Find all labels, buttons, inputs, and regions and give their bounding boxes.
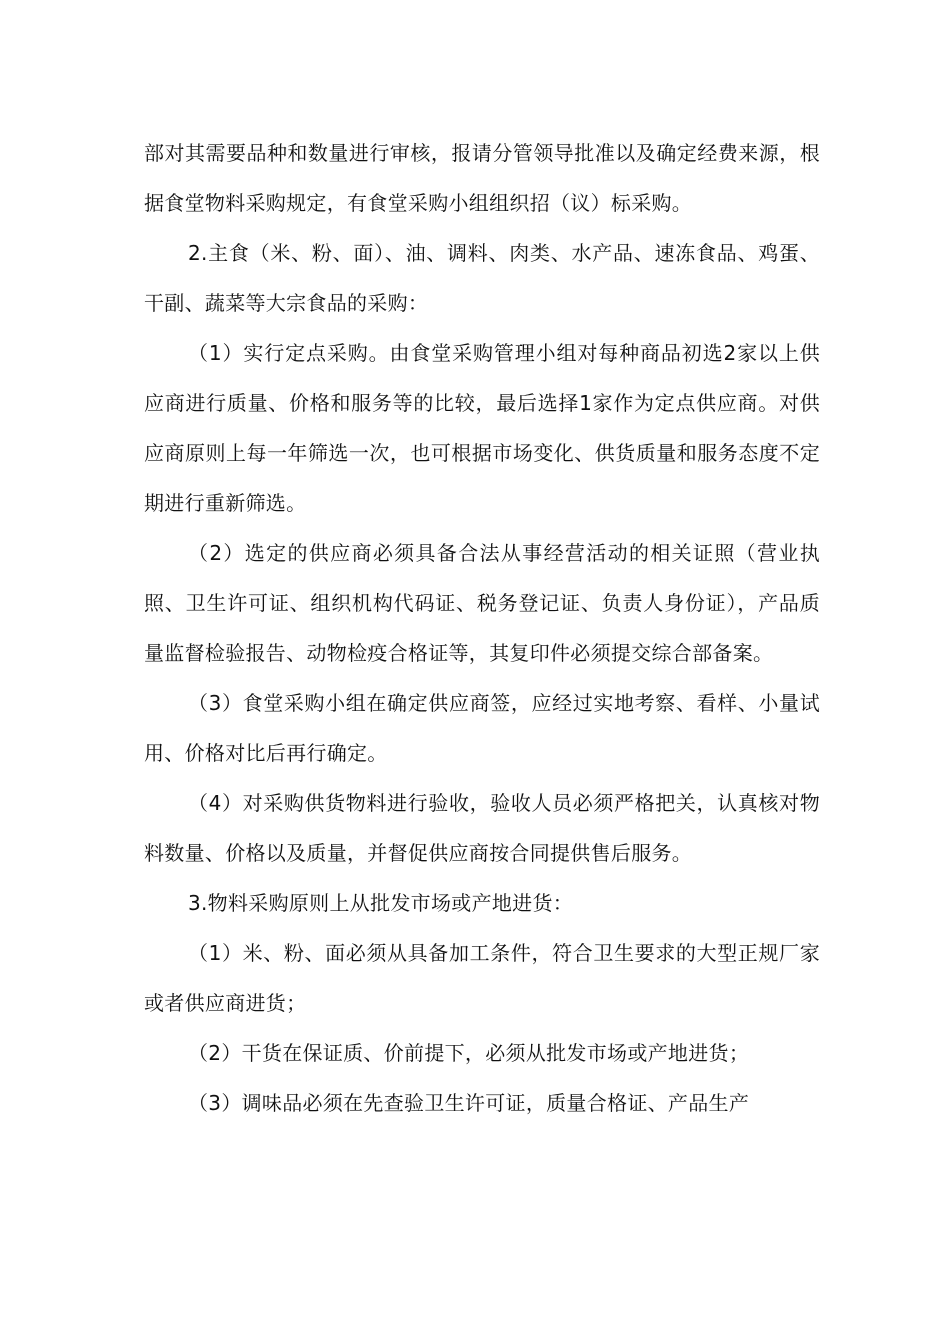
document-body <box>144 128 820 1128</box>
paragraph-wholesale-principle: 3.物料采购原则上从批发市场或产地进货： <box>188 891 574 915</box>
paragraph-condiments: （3）调味品必须在先查验卫生许可证，质量合格证、产品生产 <box>188 1091 750 1115</box>
paragraph-dry-goods: （2）干货在保证质、价前提下，必须从批发市场或产地进货； <box>188 1041 750 1065</box>
paragraph-continuation: 部对其需要品种和数量进行审核，报请分管领导批准以及确定经费来源，根据食堂物料采购规定，有食堂采购小组组织招（议）标采购。 <box>144 141 820 215</box>
paragraph-item-1-fixed-point: （1）实行定点采购。由食堂采购管理小组对每种商品初选2家以上供应商进行质量、价格和服务等的比较，最后选择1家作为定点供应商。对供应商原则上每一年筛选一次，也可根据市场变化、供货质量和服务态度不定期进行重新筛选。 <box>144 341 820 515</box>
paragraph-staple-food-purchase: 2.主食（米、粉、面）、油、调料、肉类、水产品、速冻食品、鸡蛋、干副、蔬菜等大宗食品的采购： <box>144 241 820 315</box>
paragraph-item-4-acceptance: （4）对采购供货物料进行验收，验收人员必须严格把关，认真核对物料数量、价格以及质量，并督促供应商按合同提供售后服务。 <box>144 791 820 865</box>
paragraph-item-2-supplier-licenses: （2）选定的供应商必须具备合法从事经营活动的相关证照（营业执照、卫生许可证、组织机构代码证、税务登记证、负责人身份证），产品质量监督检验报告、动物检疫合格证等，其复印件必须提交综合部备案。 <box>144 541 820 665</box>
paragraph-rice-flour-noodles: （1）米、粉、面必须从具备加工条件，符合卫生要求的大型正规厂家或者供应商进货； <box>144 941 820 1015</box>
paragraph-item-3-confirm-supplier: （3）食堂采购小组在确定供应商签，应经过实地考察、看样、小量试用、价格对比后再行确定。 <box>144 691 820 765</box>
